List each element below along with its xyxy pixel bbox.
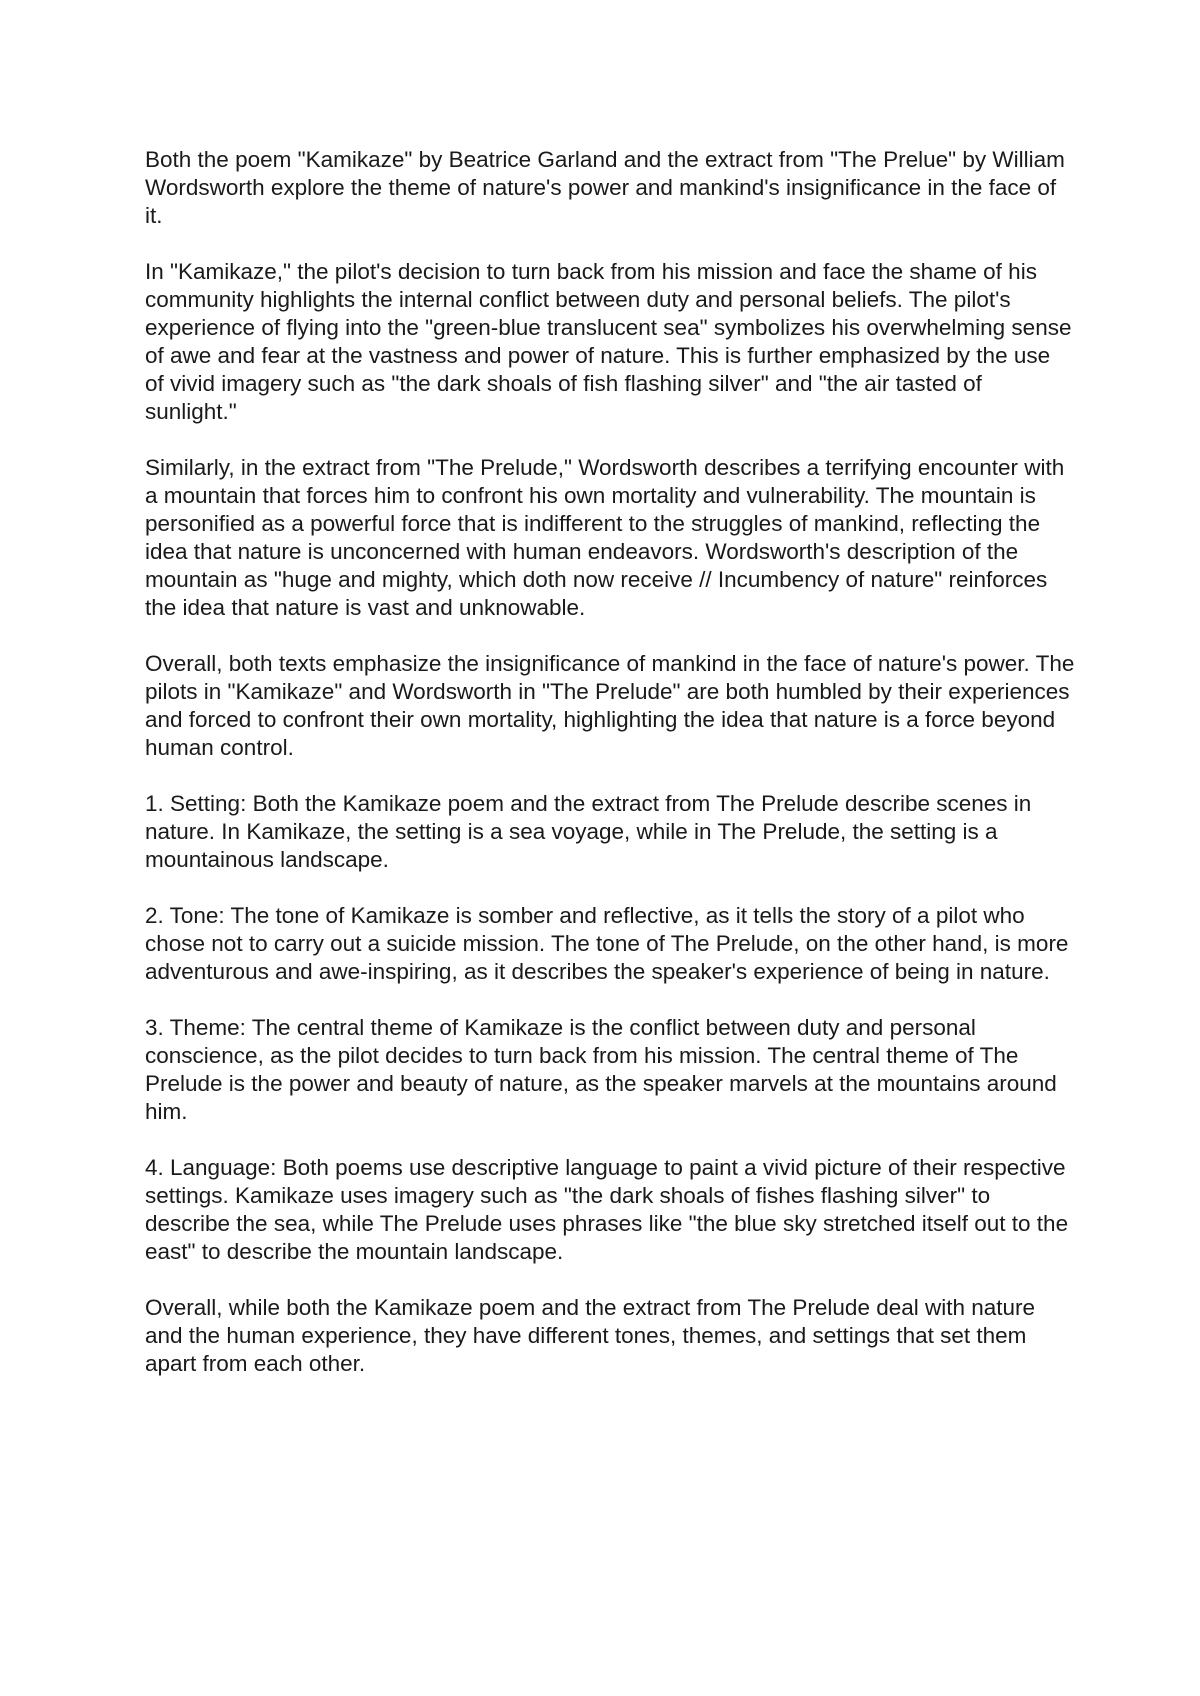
paragraph-prelude: Similarly, in the extract from "The Prelude," Wordsworth describes a terrifying encounter with a mountain that forces him to confront his own mortality and vulnerability. The mountain is personified as a powerful force that is indifferent to the struggles of mankind, reflecting the idea that nature is unconcerned with human endeavors. Wordsworth's description of the mountain as "huge and mighty, which doth now receive // Incumbency of nature" reinforces the idea that nature is vast and unknowable. <box>145 455 1065 620</box>
paragraph-setting: 1. Setting: Both the Kamikaze poem and the extract from The Prelude describe scenes in nature. In Kamikaze, the setting is a sea voyage, while in The Prelude, the setting is a mountainous landscape. <box>145 791 1032 872</box>
document-body <box>145 146 1075 1406</box>
paragraph-intro: Both the poem "Kamikaze" by Beatrice Garland and the extract from "The Prelue" by William Wordsworth explore the theme of nature's power and mankind's insignificance in the face of it. <box>145 147 1065 228</box>
paragraph-language: 4. Language: Both poems use descriptive language to paint a vivid picture of their respective settings. Kamikaze uses imagery such as "the dark shoals of fishes flashing silver" to describe the sea, while The Prelude uses phrases like "the blue sky stretched itself out to the east" to describe the mountain landscape. <box>145 1155 1069 1264</box>
paragraph-tone: 2. Tone: The tone of Kamikaze is somber and reflective, as it tells the story of a pilot who chose not to carry out a suicide mission. The tone of The Prelude, on the other hand, is more adventurous and awe-inspiring, as it describes the speaker's experience of being in nature. <box>145 903 1069 984</box>
paragraph-kamikaze: In "Kamikaze," the pilot's decision to turn back from his mission and face the shame of his community highlights the internal conflict between duty and personal beliefs. The pilot's experience of flying into the "green-blue translucent sea" symbolizes his overwhelming sense of awe and fear at the vastness and power of nature. This is further emphasized by the use of vivid imagery such as "the dark shoals of fish flashing silver" and "the air tasted of sunlight." <box>145 259 1072 424</box>
paragraph-overall-2: Overall, while both the Kamikaze poem and the extract from The Prelude deal with nature and the human experience, they have different tones, themes, and settings that set them apart from each other. <box>145 1295 1036 1376</box>
paragraph-overall-1: Overall, both texts emphasize the insignificance of mankind in the face of nature's power. The pilots in "Kamikaze" and Wordsworth in "The Prelude" are both humbled by their experiences and forced to confront their own mortality, highlighting the idea that nature is a force beyond human control. <box>145 651 1075 760</box>
paragraph-theme: 3. Theme: The central theme of Kamikaze is the conflict between duty and personal conscience, as the pilot decides to turn back from his mission. The central theme of The Prelude is the power and beauty of nature, as the speaker marvels at the mountains around him. <box>145 1015 1057 1124</box>
